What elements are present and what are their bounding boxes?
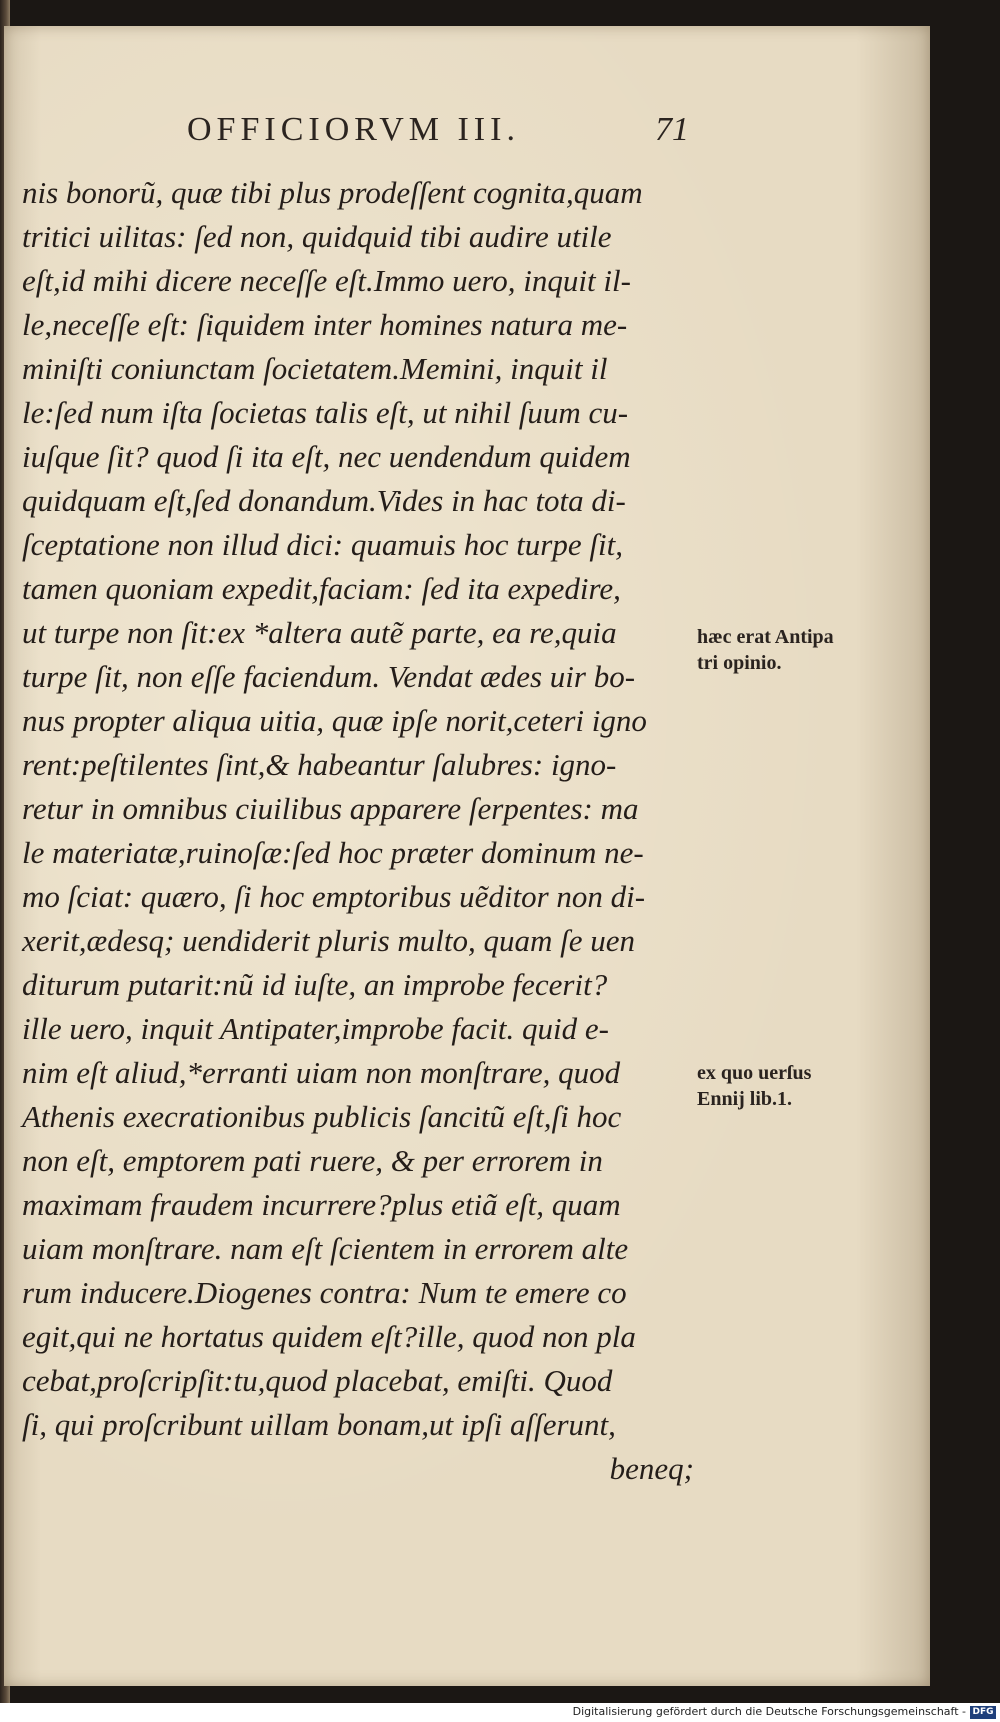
text-line: ſceptatione non illud dici: quamuis hoc turpe ſit, [22,527,623,562]
running-title: OFFICIORVM III. [187,111,520,148]
text-line: turpe ſit, non eſſe faciendum. Vendat ædes uir bo- [22,659,636,694]
marginal-note-line: Ennij lib.1. [697,1088,793,1110]
text-line: ille uero, inquit Antipater,improbe facit. quid e- [22,1011,609,1046]
text-line: ut turpe non ſit:ex *altera autẽ parte, ea re,quia [22,615,617,650]
text-line: iuſque ſit? quod ſi ita eſt, nec uendendum quidem [22,439,631,474]
text-line: egit,qui ne hortatus quidem eſt?ille, quod non pla [22,1319,636,1354]
text-line: ſi, qui proſcribunt uillam bonam,ut ipſi aſſerunt, [22,1407,616,1442]
text-line: xerit,ædesq; uendiderit pluris multo, quam ſe uen [22,923,636,958]
footer-credit: Digitalisierung gefördert durch die Deutsche Forschungsgemeinschaft - [572,1705,966,1718]
catchword: beneq; [609,1451,694,1486]
text-line: le:ſed num iſta ſocietas talis eſt, ut nihil ſuum cu- [22,395,629,430]
text-line: nis bonorũ, quæ tibi plus prodeſſent cognita,quam [22,175,643,210]
text-line: le materiatæ,ruinoſæ:ſed hoc præter dominum ne- [22,835,644,870]
marginal-note-ennius [697,1060,811,1112]
text-line: tritici uilitas: ſed non, quidquid tibi audire utile [22,219,612,254]
text-line: non eſt, emptorem pati ruere, & per errorem in [22,1143,603,1178]
text-line: nus propter aliqua uitia, quæ ipſe norit,ceteri igno [22,703,647,738]
text-line: miniſti coniunctam ſocietatem.Memini, inquit il [22,351,608,386]
text-line: rum inducere.Diogenes contra: Num te emere co [22,1275,627,1310]
dfg-logo: DFG [970,1706,996,1719]
text-line: uiam monſtrare. nam eſt ſcientem in errorem alte [22,1231,629,1266]
text-line: cebat,proſcripſit:tu,quod placebat, emiſti. Quod [22,1363,613,1398]
marginal-note-antipater [697,624,834,676]
page-header [4,111,930,161]
marginal-note-line: hæc erat Antipa [697,626,834,648]
digitization-footer [0,1703,1000,1722]
text-line: nim eſt aliud,*erranti uiam non monſtrare, quod [22,1055,621,1090]
text-line: rent:peſtilentes ſint,& habeantur ſalubres: igno- [22,747,617,782]
text-line: eſt,id mihi dicere neceſſe eſt.Immo uero, inquit il- [22,263,631,298]
text-line: retur in omnibus ciuilibus apparere ſerpentes: ma [22,791,639,826]
page-number: 71 [655,111,689,148]
text-line: Athenis execrationibus publicis ſancitũ eſt,ſi hoc [22,1099,622,1134]
text-line: maximam fraudem incurrere?plus etiã eſt, quam [22,1187,621,1222]
main-text-block [22,171,702,1491]
book-page [4,26,930,1686]
text-line: tamen quoniam expedit,faciam: ſed ita expedire, [22,571,621,606]
text-line: mo ſciat: quæro, ſi hoc emptoribus uẽditor non di- [22,879,646,914]
text-line: quidquam eſt,ſed donandum.Vides in hac tota di- [22,483,626,518]
marginal-note-line: tri opinio. [697,652,782,674]
text-line: le,neceſſe eſt: ſiquidem inter homines natura me- [22,307,628,342]
text-line: diturum putarit:nũ id iuſte, an improbe fecerit? [22,967,608,1002]
marginal-note-line: ex quo uerſus [697,1062,812,1084]
